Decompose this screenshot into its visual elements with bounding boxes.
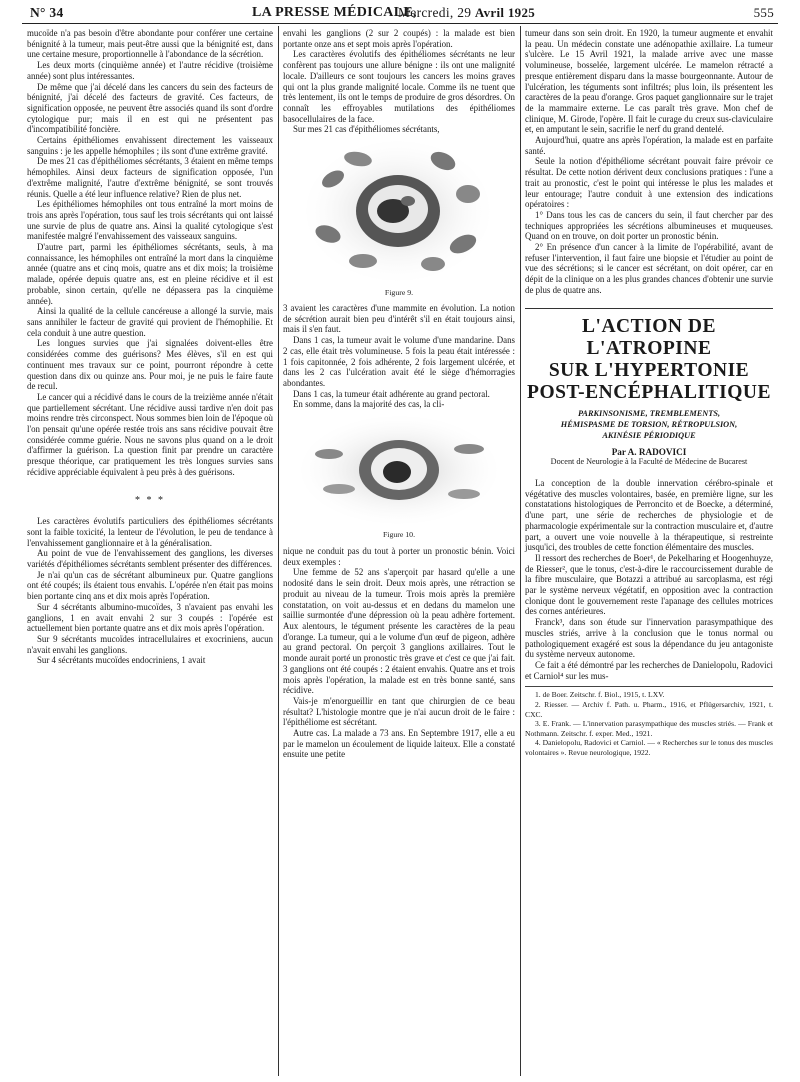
paragraph: Sur 4 sécrétants mucoïdes endocriniens, 1 avait [37, 655, 206, 666]
paragraph: Dans 1 cas, la tumeur était adhérente au grand pectoral. [293, 388, 490, 399]
paragraph: Sur 9 sécrétants mucoïdes intracellulaires et exocriniens, aucun n'avait envahi les ganglions. [27, 633, 273, 655]
footnotes [525, 686, 773, 757]
page-header [22, 3, 778, 24]
paragraph: 2° En présence d'un cancer à la limite de l'opérabilité, avant de refuser l'intervention, il faut faire une biopsie et l'étudier au point de vue des sécrétions; si le cancer est sécrétant, on doit opérer, car en dépit de la clinique on a les plus grandes chances d'obtenir une survie de plus de quatre ans. [525, 242, 773, 295]
column-2 [283, 28, 515, 760]
paragraph: envahi les ganglions (2 sur 2 coupés) : la malade est bien portante onze ans et sept mois après l'opération. [283, 28, 515, 49]
footnote: 1. de Boer. Zeitschr. f. Biol., 1915, t. LXV. [535, 690, 665, 700]
paragraph: La conception de la double innervation cérébro-spinale et végétative des muscles volontaires, basée, en première ligne, sur les constatations histologiques de Perroncito et de Boecke, a déterminé, d'une part, une série de recherches de physiologie et de pharmacologie expérimentale sur la contraction musculaire et, d'autre part, a ouvert une voie nouvelle à la thérapeutique, si restreinte jusqu'ici, des troubles de cette fonction élémentaire des muscles. [525, 477, 773, 553]
column-divider [278, 26, 279, 1076]
paragraph: Une femme de 52 ans s'aperçoit par hasard qu'elle a une nodosité dans le sein droit. Deux mois après, une rétraction se produit au niveau de la tumeur. Trois mois après la première constatation, on voit au-dessus et en dedans du mamelon une saillie surmontée d'une dépression où la peau adhère fortement. Aux alentours, le tégument présente les caractères de la peau d'orange. La tumeur, qui a le volume d'un œuf de pigeon, adhère au grand pectoral. On perçoit 3 ganglions axillaires. Tout le monde aurait porté un pronostic très grave et c'est ce que j'ai fait. 3 ganglions ont été coupés : 2 étaient envahis. Quatre ans et trois mois après l'opération, la malade est en très bonne santé, sans récidive. [283, 567, 515, 696]
paragraph: 3 avaient les caractères d'une mammite en évolution. La notion de sécrétion aurait bien peu d'intérêt s'il en était toujours ainsi, mais il s'en faut. [283, 303, 515, 335]
paragraph: tumeur dans son sein droit. En 1920, la tumeur augmente et envahit la peau. Un médecin constate une adénopathie axillaire. La tumeur s'ulcère. Le 15 Avril 1921, la malade arrive avec une masse volumineuse, bosselée, largement ulcérée. Le mamelon rétracté a presque entièrement disparu dans la masse bourgeonnante. Autour de l'ulcération, les téguments sont infiltrés; plus loin, ils présentent les caractères de la peau d'orange. Gros paquet ganglionnaire sur le trajet de la mammaire externe. Le cas paraît très grave. Mon chef de clinique, M. Girode, l'opère. Il fait le curage du creux sus-claviculaire et, en amputant le sein, sacrifie le nerf du grand dentelé. [525, 28, 773, 135]
paragraph: Les caractères évolutifs des épithéliomes sécrétants ne leur confèrent pas toujours une allure bénigne : ils ont une malignité locale. D'ailleurs ce sont toujours les cancers les moins graves qui ont la plus grande malignité locale. Comme ils ne tuent que très lentement, ils ont le temps de produire de gros désordres. On connaît les effroyables mutilations des épithéliomes basocellulaires de la face. [283, 49, 515, 124]
issue-date: Mercredi, 29 Avril 1925 [398, 5, 536, 20]
paragraph: Franck³, dans son étude sur l'innervation parasympathique des muscles striés, arrive à la conclusion que le tonus normal ou pathologiquement exagéré est sous la dépendance du jeu antagoniste du système nerveux autonome. [525, 617, 773, 660]
paragraph: Ce fait a été démontré par les recherches de Danielopolu, Radovici et Carniol⁴ sur les mus- [525, 659, 773, 681]
micrograph-figure-10 [299, 414, 499, 526]
paragraph: mucoïde n'a pas besoin d'être abondante pour conférer une certaine bénignité à la tumeur, mais peut-être aussi que la bénignité est, dans une certaine mesure, proportionnelle à l'abondance de la sécrétion. [27, 28, 273, 60]
paragraph: Sur 4 sécrétants albumino-mucoïdes, 3 n'avaient pas envahi les ganglions, 1 en avait envahi 2 sur 3 coupés : l'opérée est actuellement bien portante quatre ans et dix mois après l'opération. [27, 601, 273, 634]
paragraph: Les deux morts (cinquième année) et l'autre récidive (troisième année) sont plus intéressantes. [27, 60, 273, 81]
paragraph: Le cancer qui a récidivé dans le cours de la treizième année n'était que partiellement sécrétant. Une récidive aussi tardive n'en doit pas moins rendre très circonspect. Nous sommes bien loin de l'époque où l'on pensait qu'une opérée restée trois ans sans récidive pouvait être considérée comme guérie. Nous ne savons plus quand on a le droit d'affirmer la guérison. La question finit par prendre un caractère presque théorique, car pratiquement les très longues survies sans récidive appréciable équivalent à peu près à des guérisons. [27, 391, 273, 477]
paragraph: De mes 21 cas d'épithéliomes sécrétants, 3 étaient en même temps hémophiles. Ainsi deux facteurs de signification opposée, l'un d'extrême malignité, l'autre d'extrême bénignité, se sont trouvés réunis. Quelle a été leur influence relative? Rien de plus net. [27, 156, 273, 199]
paragraph: Certains épithéliomes envahissent directement les vaisseaux sanguins : je les appelle hémophiles ; ils sont d'une extrême gravité. [27, 135, 273, 156]
paragraph: Aujourd'hui, quatre ans après l'opération, la malade est en parfaite santé. [525, 135, 773, 156]
column-1 [27, 28, 273, 666]
figure-10 [283, 414, 515, 542]
paragraph: De même que j'ai décelé dans les cancers du sein des facteurs de bénignité, j'ai décelé des facteurs de gravité. Ces facteurs, de signification opposée, ne peuvent être associés quand ils sont d'ordre cytologique pur; mais il en est qui ne présentent pas d'incompatibilité foncière. [27, 81, 273, 135]
paragraph: Vais-je m'enorgueillir en tant que chirurgien de ce beau résultat? L'histologie montre que je n'ai aucun droit de le faire : l'épithéliome est sécrétant. [283, 695, 515, 728]
paragraph: Seule la notion d'épithéliome sécrétant pouvait faire prévoir ce résultat. De cette notion dérivent deux conclusions pratiques : l'une a trait au pronostic, c'est le point qui intéresse le plus les malades et leur entourage; l'autre conduit à une extension des indications opératoires : [525, 156, 773, 210]
column-divider [520, 26, 521, 1076]
paragraph: Il ressort des recherches de Boer¹, de Pekelharing et Hoogenhuyze, de Riesser², que le tonus, c'est-à-dire le raccourcissement durable de la fibre musculaire, que Botazzi a attribué au sarcoplasma, est régi par le système nerveux végétatif, en opposition avec la contraction clonique dont le gouvernement reste l'apanage des cellules motrices des cornes antérieures. [525, 552, 774, 617]
figure-10-caption: Figure 10. [382, 530, 416, 540]
footnote: 2. Riesser. — Archiv f. Path. u. Pharm., 1916, et Pflügersarchiv, 1921, t. CXC. [525, 699, 773, 719]
paragraph: nique ne conduit pas du tout à porter un pronostic bénin. Voici deux exemples : [283, 546, 515, 567]
article-subtitle: PARKINSONISME, TREMBLEMENTS, HÉMISPASME DE TORSION, RÉTROPULSION, AKINÉSIE PÉRIODIQUE [560, 408, 738, 440]
journal-title: LA PRESSE MÉDICALE, [252, 5, 417, 20]
paragraph: Sur mes 21 cas d'épithéliomes sécrétants, [293, 124, 440, 135]
figure-9-caption: Figure 9. [384, 288, 414, 298]
paragraph: Les longues survies que j'ai signalées doivent-elles être considérées comme des guérisons? Mes élèves, s'il en est qui continuent mes travaux sur ce point, pourront répondre à cette question dans dix ou quinze ans. Pour moi, je ne puis le faire faute de recul. [27, 338, 273, 392]
issue-number: N° 34 [30, 5, 64, 20]
article-divider [525, 308, 773, 309]
paragraph: Dans 1 cas, la tumeur avait le volume d'une mandarine. Dans 2 cas, elle était très volumineuse. 5 fois la peau était intéressée : 1 fois capitonnée, 2 fois adhérente, 2 fois largement ulcérée, et dans les 2 cas l'ulcération avait été le siège d'hémorragies abondantes. [283, 335, 515, 388]
paragraph: Autre cas. La malade a 73 ans. En Septembre 1917, elle a eu par le mamelon un écoulement de liquide laiteux. Elle a constaté ensuite une petite [283, 728, 515, 760]
paragraph: Je n'ai qu'un cas de sécrétant albumineux pur. Quatre ganglions ont été coupés; ils étaient tous envahis. L'opérée n'en était pas moins bien portante cinq ans et dix mois après l'opération. [27, 569, 273, 602]
author-affiliation: Docent de Neurologie à la Faculté de Médecine de Bucarest [550, 457, 748, 467]
figure-9 [283, 139, 515, 299]
paragraph: D'autre part, parmi les épithéliomes sécrétants, seuls, à ma connaissance, les hémophiles ont entraîné la mort dans la cinquième année (quatre ans et cinq mois, quatre ans et dix mois; la troisième malade, opérée depuis quatre ans, est en pleine récidive et il est probable, sinon certain, qu'elle ne dépassera pas la cinquième année). [27, 242, 273, 306]
column-3 [525, 28, 773, 758]
footnote: 4. Danielopolu, Radovici et Carniol. — « Recherches sur le tonus des muscles volontaires ». Revue neurologique, 1922. [525, 738, 773, 757]
paragraph: Au point de vue de l'envahissement des ganglions, les diverses variétés d'épithéliomes sécrétants semblent présenter des différences. [27, 548, 273, 570]
section-separator: * * * [135, 494, 165, 506]
article-author: Par A. RADOVICI [611, 446, 687, 457]
paragraph: Les épithéliomes hémophiles ont tous entraîné la mort moins de trois ans après l'opération, tous sauf les trois sécrétants qui ont laissé une survie de plus de quatre ans. Ainsi la qualité cytologique s'est manifestée malgré l'envahissement des vaisseaux sanguins. [27, 199, 273, 242]
paragraph: 1° Dans tous les cas de cancers du sein, il faut chercher par des techniques appropriées les sécrétions albumineuses et muqueuses. Quand on en trouve, on doit porter un pronostic bénin. [525, 209, 773, 242]
article-title: L'ACTION DE L'ATROPINE SUR L'HYPERTONIE POST-ENCÉPHALITIQUE [527, 315, 771, 403]
micrograph-figure-9 [303, 139, 493, 284]
page-number: 555 [753, 5, 774, 20]
footnote: 3. E. Frank. — L'innervation parasympathique des muscles striés. — Frank et Nothmann. Zeitschr. f. exper. Med., 1921. [525, 719, 773, 738]
paragraph: Ainsi la qualité de la cellule cancéreuse a allongé la survie, mais sans annihiler le facteur de gravité qui provient de l'hémophilie. Et cela conduit à une autre question. [27, 306, 273, 338]
paragraph: En somme, dans la majorité des cas, la cli- [293, 399, 445, 410]
paragraph: Les caractères évolutifs particuliers des épithéliomes sécrétants sont la faible toxicité, la lenteur de l'évolution, le peu de tendance à l'envahissement ganglionnaire et à la généralisation. [27, 516, 273, 548]
